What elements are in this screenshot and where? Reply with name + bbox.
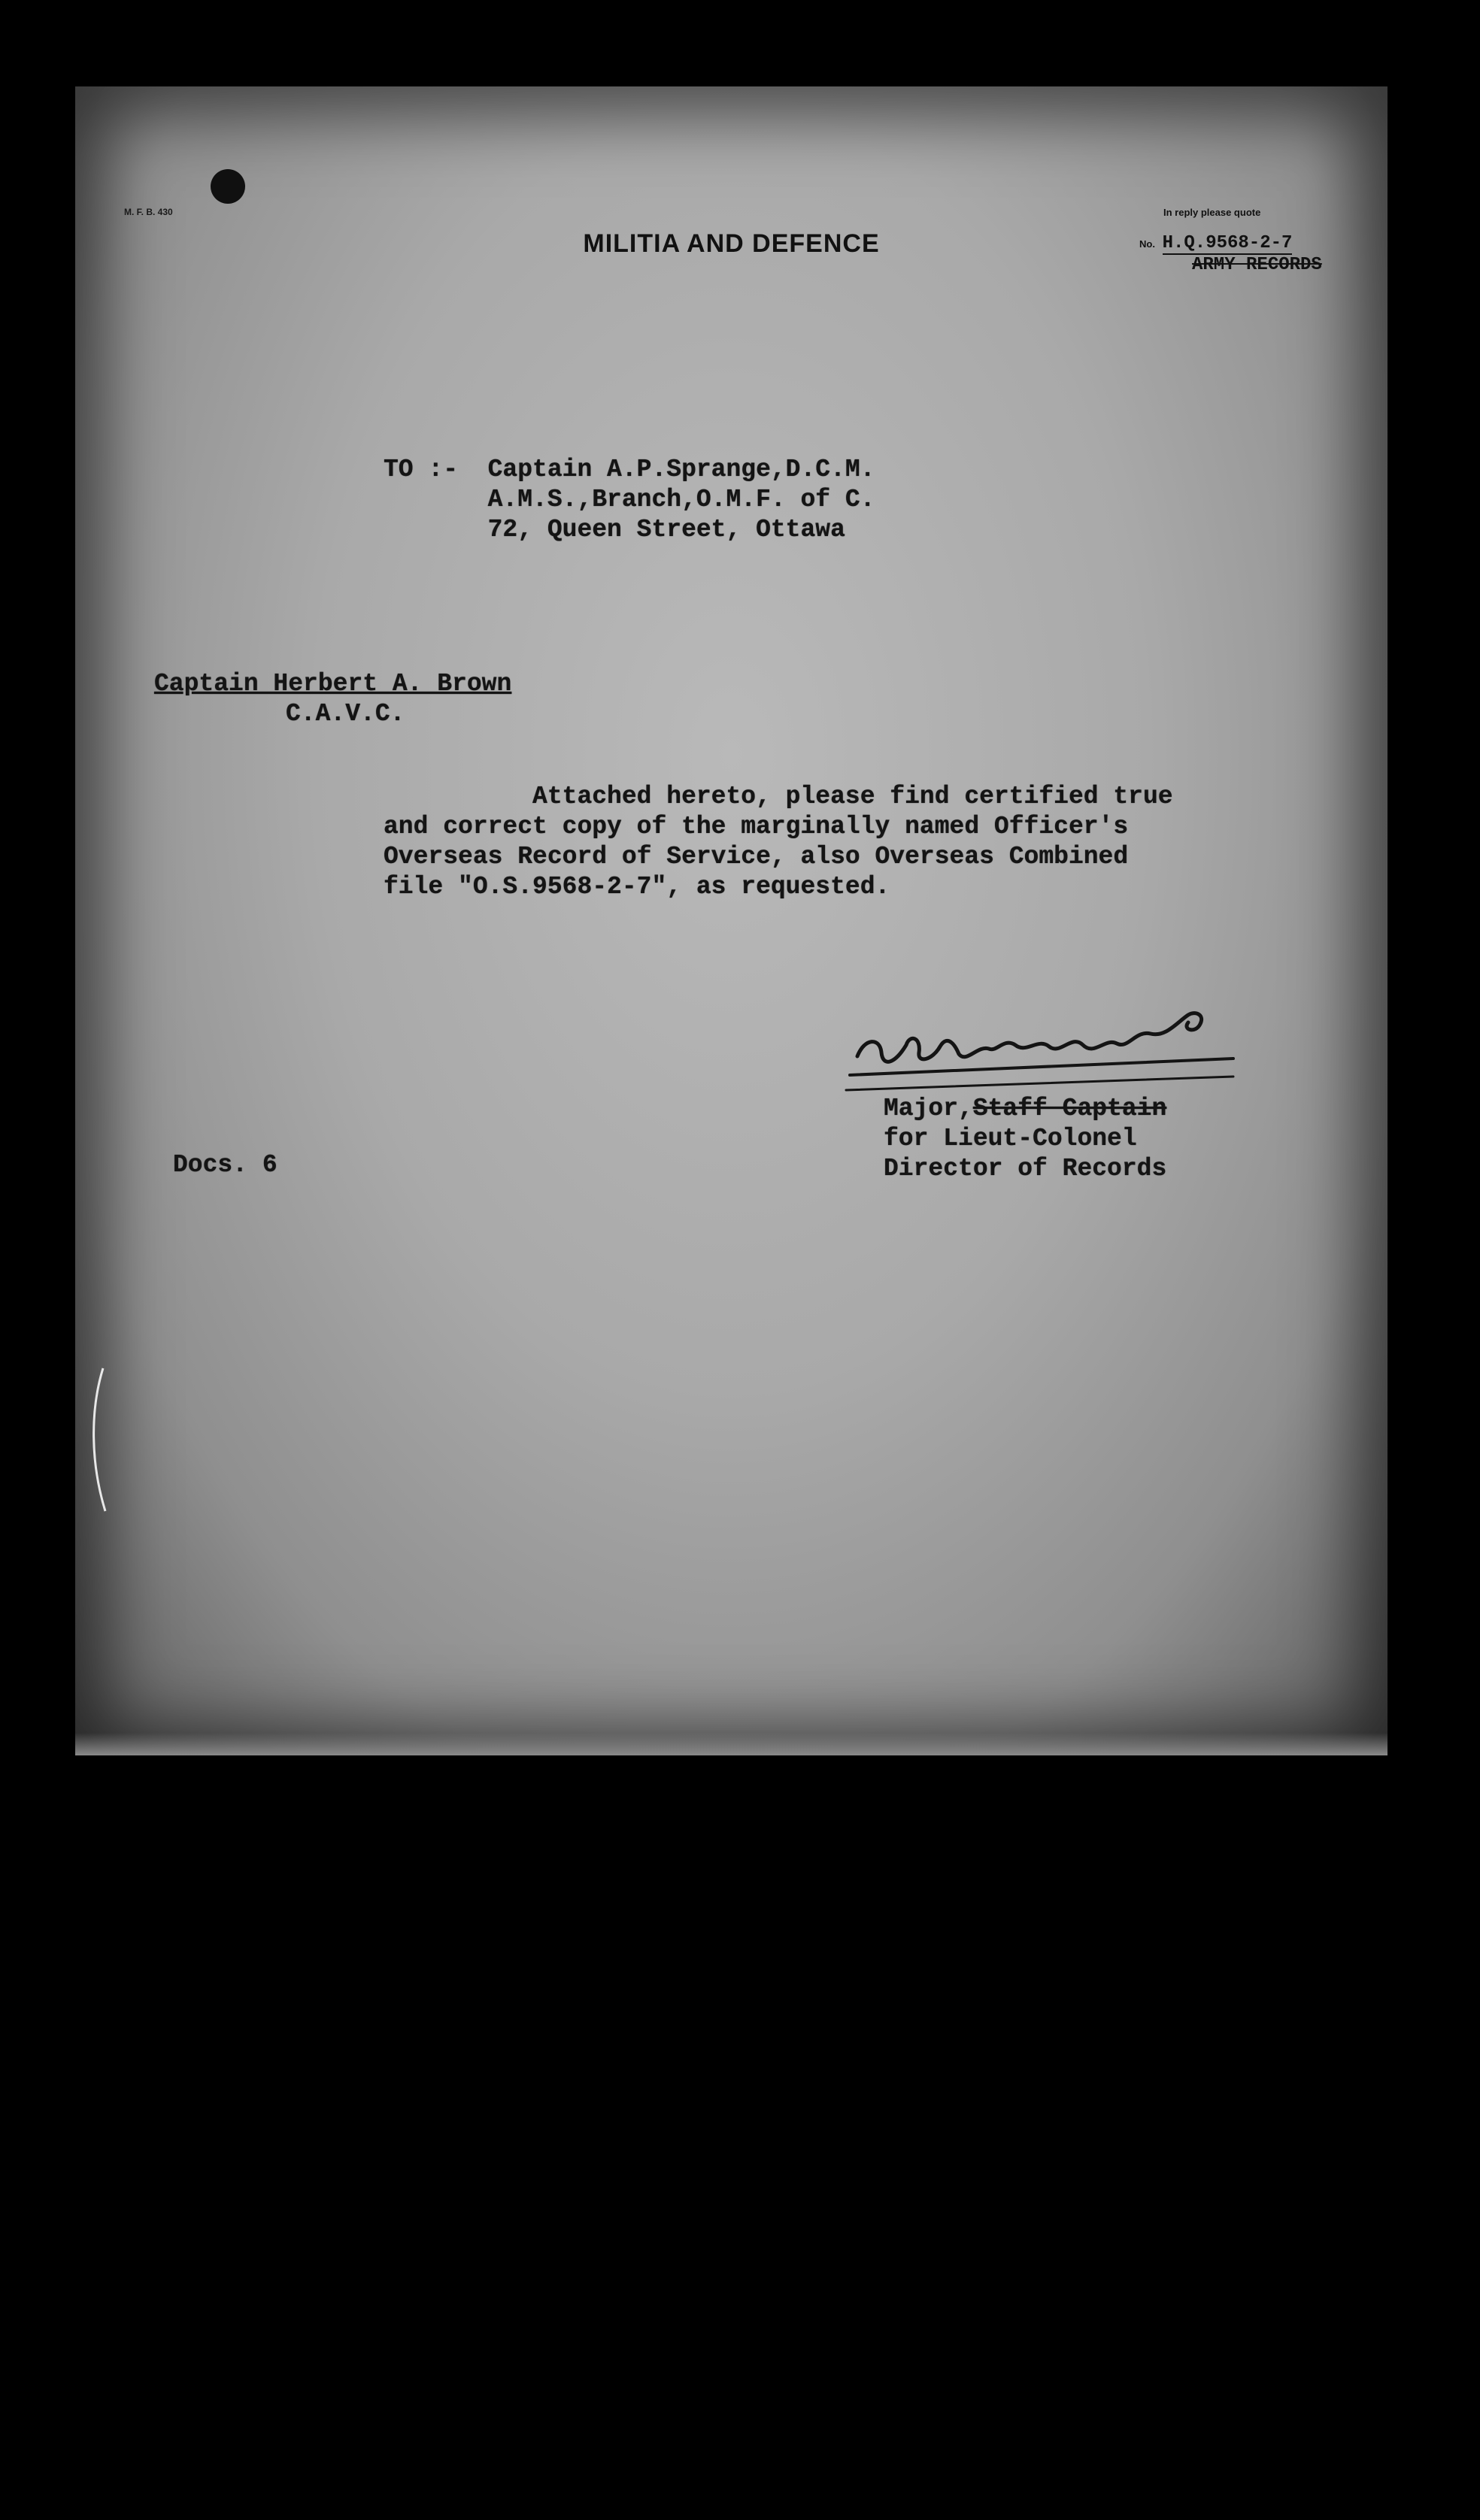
body-line: and correct copy of the marginally named Officer's bbox=[384, 813, 1129, 841]
reference-number: H.Q.9568-2-7 bbox=[1162, 233, 1293, 253]
letterhead-title: MILITIA AND DEFENCE bbox=[583, 229, 880, 258]
subject-unit: C.A.V.C. bbox=[286, 700, 405, 728]
reference-sub: ARMY RECORDS bbox=[1192, 255, 1322, 275]
form-code: M. F. B. 430 bbox=[124, 207, 173, 217]
signature-rank-line bbox=[884, 1094, 1166, 1124]
edge-scratch bbox=[86, 1364, 109, 1515]
rank-prefix: Major, bbox=[884, 1095, 973, 1122]
body-line: file "O.S.9568-2-7", as requested. bbox=[384, 873, 890, 901]
signature-rule bbox=[846, 1077, 1233, 1090]
signature-stroke bbox=[857, 1013, 1202, 1062]
addressee-line: 72, Queen Street, Ottawa bbox=[384, 516, 845, 544]
scratch-stroke bbox=[94, 1368, 105, 1511]
addressee-line: TO :- Captain A.P.Sprange,D.C.M. bbox=[384, 456, 875, 483]
reply-prompt: In reply please quote bbox=[1163, 207, 1261, 218]
addressee-block bbox=[384, 455, 875, 545]
handwritten-signature bbox=[835, 992, 1256, 1094]
signature-underline bbox=[850, 1059, 1233, 1075]
reply-reference-block bbox=[1139, 207, 1365, 275]
signature-block bbox=[884, 1094, 1166, 1184]
signature-line: for Lieut-Colonel bbox=[884, 1125, 1137, 1152]
signature-line: Director of Records bbox=[884, 1155, 1167, 1183]
subject-block bbox=[154, 669, 511, 729]
body-line: Attached hereto, please find certified true bbox=[384, 783, 1173, 810]
addressee-line: A.M.S.,Branch,O.M.F. of C. bbox=[384, 486, 875, 513]
ink-blot bbox=[211, 169, 245, 204]
letter-body bbox=[384, 782, 1173, 902]
reference-number-row bbox=[1139, 233, 1365, 255]
subject-name: Captain Herbert A. Brown bbox=[154, 670, 512, 698]
body-line: Overseas Record of Service, also Overseas Combined bbox=[384, 843, 1129, 871]
enclosures-note: Docs. 6 bbox=[173, 1151, 278, 1179]
no-label: No. bbox=[1139, 238, 1155, 250]
document-page bbox=[75, 86, 1388, 1755]
rank-struck: Staff Captain bbox=[972, 1095, 1167, 1122]
